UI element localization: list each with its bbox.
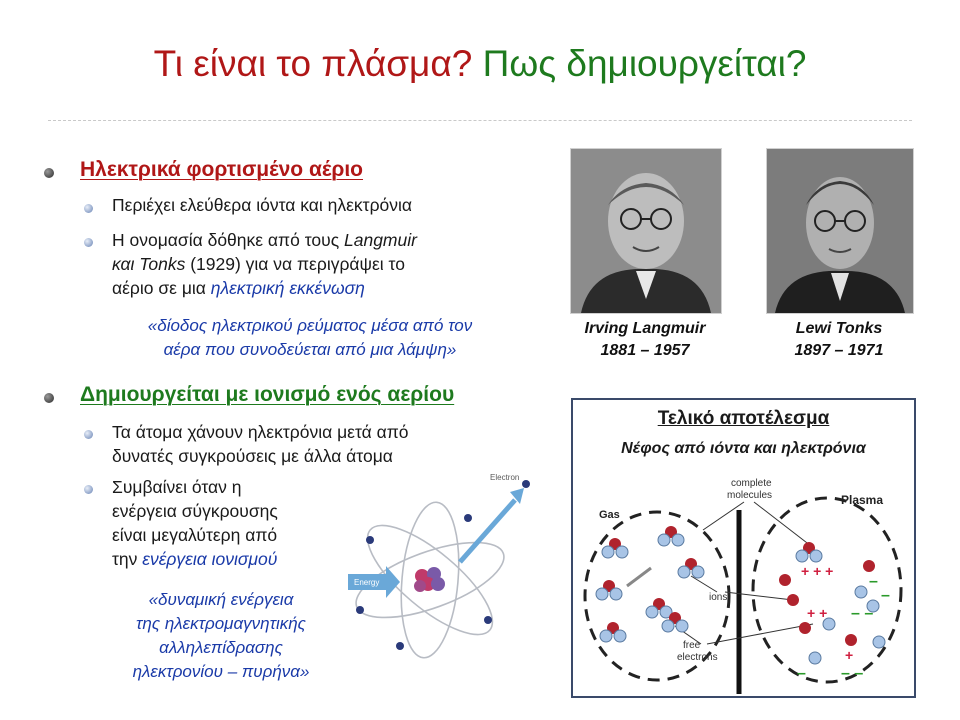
bullet-icon — [44, 393, 54, 403]
svg-text:molecules: molecules — [727, 490, 773, 501]
plasma-region — [753, 498, 901, 682]
photo-lewi-tonks — [766, 148, 914, 314]
energy-label: Energy — [354, 578, 380, 587]
svg-text:ions: ions — [709, 592, 728, 603]
section1-bullet1: Περιέχει ελεύθερα ιόντα και ηλεκτρόνια — [112, 195, 413, 215]
plasma-particles — [779, 542, 885, 664]
svg-text:complete: complete — [731, 478, 772, 489]
portrait-icon — [767, 149, 913, 313]
section1-bullet2: Η ονομασία δόθηκε από τους Langmuir και Tonks (1929) για να περιγράψει το αέριο σε μια ηλεκτρική εκκένωση — [112, 230, 417, 298]
svg-text:–: – — [869, 573, 878, 590]
section2-quote: «δυναμική ενέργεια της ηλεκτρομαγνητικής αλληλεπίδρασης ηλεκτρονίου – πυρήνα» — [132, 590, 310, 681]
portrait-icon — [571, 149, 721, 313]
gas-molecules — [596, 526, 704, 642]
nucleus-icon — [414, 567, 445, 592]
title-question-2: Πως δημιουργείται? — [482, 43, 807, 84]
caption-langmuir: Irving Langmuir 1881 – 1957 — [584, 320, 706, 359]
bullet-icon — [44, 168, 54, 178]
photo-irving-langmuir — [570, 148, 722, 314]
result-title: Τελικό αποτέλεσμα — [657, 408, 830, 429]
title-question-1: Τι είναι το πλάσμα? — [153, 43, 473, 84]
sub-bullet-icon — [84, 485, 93, 494]
sub-bullet-icon — [84, 238, 93, 247]
svg-text:– –: – – — [851, 605, 874, 622]
gas-plasma-diagram — [579, 468, 909, 694]
svg-text:Plasma: Plasma — [841, 493, 884, 507]
sub-bullet-icon — [84, 430, 93, 439]
section2-bullet2: Συμβαίνει όταν η ενέργεια σύγκρουσης είναι μεγαλύτερη από την ενέργεια ιονισμού — [112, 477, 278, 569]
svg-text:– –: – – — [841, 665, 864, 682]
result-box — [571, 398, 916, 698]
svg-text:+: + — [845, 647, 854, 663]
svg-text:+ + +: + + + — [801, 563, 834, 579]
svg-text:–: – — [797, 665, 806, 682]
section2-bullet1: Τα άτομα χάνουν ηλεκτρόνια μετά από δυνατές συγκρούσεις με άλλα άτομα — [112, 422, 409, 466]
slide-title — [0, 40, 960, 88]
electron-label: Electron — [490, 473, 520, 482]
svg-text:–: – — [881, 587, 890, 604]
caption-tonks: Lewi Tonks 1897 – 1971 — [794, 320, 884, 359]
atom-diagram — [340, 470, 550, 670]
title-divider — [48, 120, 912, 121]
section2-heading: Δημιουργείται με ιονισμό ενός αερίου — [80, 383, 455, 406]
sub-bullet-icon — [84, 204, 93, 213]
svg-text:electrons: electrons — [677, 652, 718, 663]
svg-text:free: free — [683, 640, 701, 651]
svg-text:Gas: Gas — [599, 509, 620, 521]
section1-heading: Ηλεκτρικά φορτισμένο αέριο — [80, 158, 364, 181]
svg-text:+ +: + + — [807, 605, 828, 621]
result-subtitle: Νέφος από ιόντα και ηλεκτρόνια — [621, 440, 866, 457]
section1-quote: «δίοδος ηλεκτρικού ρεύματος μέσα από τον αέρα που συνοδεύεται από μια λάμψη» — [147, 316, 473, 359]
